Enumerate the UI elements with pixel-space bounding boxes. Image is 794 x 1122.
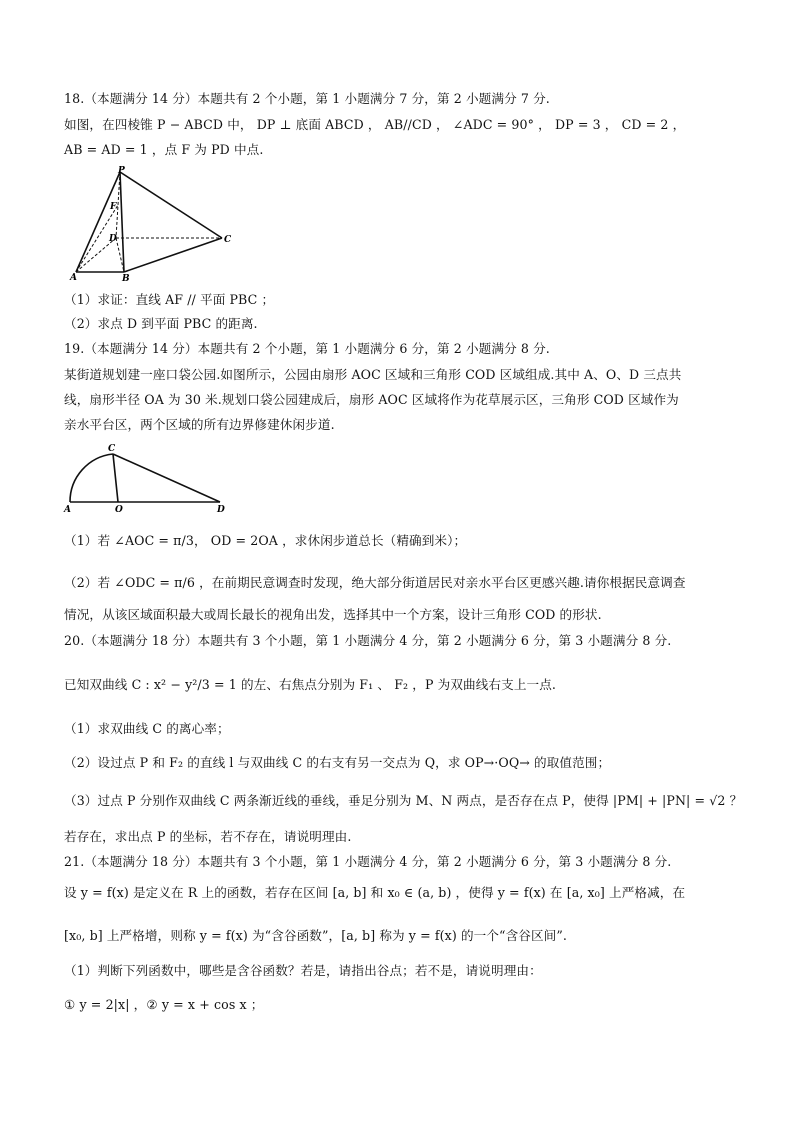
q21-part1-items: ① y = 2|x| ，② y = x + cos x ；	[64, 997, 264, 1012]
label-B: B	[122, 274, 130, 282]
label-C: C	[108, 444, 116, 454]
label-A: A	[64, 505, 71, 515]
q18-part2: （2）求点 D 到平面 PBC 的距离.	[64, 316, 258, 331]
q18-stem-line2: AB = AD = 1 ，点 F 为 PD 中点.	[64, 142, 264, 157]
q21-stem-line2: [x₀, b] 上严格增，则称 y = f(x) 为“含谷函数”，[a, b] 称为 y = f(x) 的一个“含谷区间”.	[64, 928, 568, 943]
q18-stem-line1: 如图，在四棱锥 P − ABCD 中， DP ⊥ 底面 ABCD ， AB//CD ， ∠ADC = 90° ， DP = 3 ， CD = 2 ，	[64, 117, 686, 132]
label-D: D	[109, 234, 117, 244]
label-C: C	[224, 235, 232, 245]
q20-part3-line2: 若存在，求出点 P 的坐标，若不存在，请说明理由.	[64, 829, 352, 844]
q18-header: 18.（本题满分 14 分）本题共有 2 个小题，第 1 小题满分 7 分，第 2 小题满分 7 分.	[64, 91, 550, 106]
q21-part1: （1）判断下列函数中，哪些是含谷函数？若是，请指出谷点；若不是，请说明理由：	[64, 963, 542, 978]
q19-stem-line2: 线，扇形半径 OA 为 30 米.规划口袋公园建成后，扇形 AOC 区域将作为花草展示区，三角形 COD 区域作为	[64, 392, 679, 407]
q20-part1: （1）求双曲线 C 的离心率；	[64, 721, 230, 736]
label-A: A	[70, 273, 77, 282]
label-P: P	[118, 166, 125, 176]
label-F: F	[110, 202, 117, 212]
q20-part2: （2）设过点 P 和 F₂ 的直线 l 与双曲线 C 的右支有另一交点为 Q，求 OP→·OQ→ 的取值范围；	[64, 755, 611, 770]
q19-header: 19.（本题满分 14 分）本题共有 2 个小题，第 1 小题满分 6 分，第 2 小题满分 8 分.	[64, 341, 550, 356]
label-O: O	[115, 505, 123, 515]
q20-part3-line1: （3）过点 P 分别作双曲线 C 两条渐近线的垂线，垂足分别为 M、N 两点，是否存在点 P，使得 |PM| + |PN| = √2 ？	[64, 793, 743, 808]
q21-header: 21.（本题满分 18 分）本题共有 3 个小题，第 1 小题满分 4 分，第 2 小题满分 6 分，第 3 小题满分 8 分.	[64, 854, 672, 869]
q19-stem-line3: 亲水平台区，两个区域的所有边界修建休闲步道.	[64, 417, 335, 432]
q21-stem-line1: 设 y = f(x) 是定义在 R 上的函数，若存在区间 [a, b] 和 x₀ ∈ (a, b) ，使得 y = f(x) 在 [a, x₀] 上严格减，在	[64, 885, 686, 900]
q20-header: 20.（本题满分 18 分）本题共有 3 个小题，第 1 小题满分 4 分，第 2 小题满分 6 分，第 3 小题满分 8 分.	[64, 633, 672, 648]
q19-stem-line1: 某街道规划建一座口袋公园.如图所示，公园由扇形 AOC 区域和三角形 COD 区域组成.其中 A、O、D 三点共	[64, 367, 682, 382]
q20-stem: 已知双曲线 C : x² − y²/3 = 1 的左、右焦点分别为 F₁ 、 F₂ ，P 为双曲线右支上一点.	[64, 677, 557, 692]
pyramid-figure	[64, 162, 244, 282]
q18-part1: （1）求证：直线 AF // 平面 PBC ；	[64, 292, 275, 307]
q19-part2-line2: 情况，从该区域面积最大或周长最长的视角出发，选择其中一个方案，设计三角形 COD 的形状.	[64, 607, 602, 622]
q19-part1: （1）若 ∠AOC = π/3， OD = 2OA ，求休闲步道总长（精确到米）；	[64, 533, 467, 548]
sector-triangle-figure	[60, 440, 240, 516]
q19-part2-line1: （2）若 ∠ODC = π/6 ，在前期民意调查时发现，绝大部分街道居民对亲水平台区更感兴趣.请你根据民意调查	[64, 575, 686, 590]
label-D: D	[217, 505, 225, 515]
